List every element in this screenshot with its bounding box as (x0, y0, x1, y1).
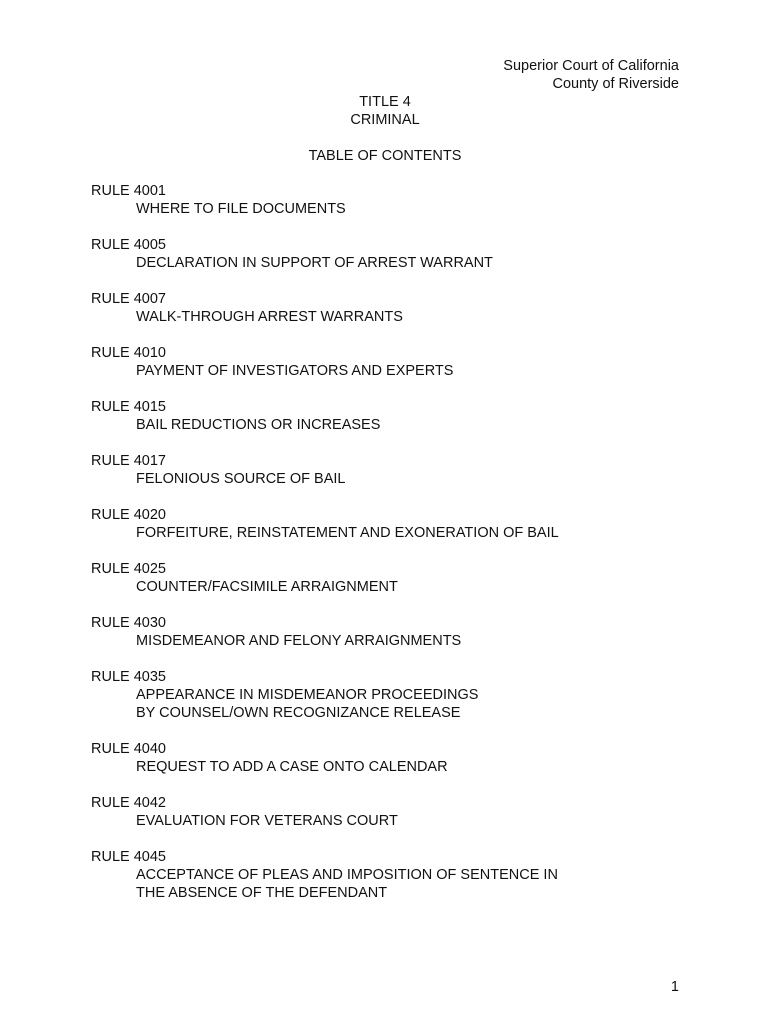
rule-number: RULE 4010 (91, 345, 166, 361)
rule-title: APPEARANCE IN MISDEMEANOR PROCEEDINGS BY COUNSEL/OWN RECOGNIZANCE RELEASE (136, 687, 479, 721)
rule-number: RULE 4020 (91, 507, 166, 523)
rule-number: RULE 4001 (91, 183, 166, 199)
title-number: TITLE 4 (359, 94, 411, 110)
rule-title: WALK-THROUGH ARREST WARRANTS (136, 309, 403, 325)
rule-number: RULE 4017 (91, 453, 166, 469)
page-number: 1 (670, 979, 679, 995)
rule-title: REQUEST TO ADD A CASE ONTO CALENDAR (136, 759, 448, 775)
court-header (503, 57, 679, 93)
rule-number: RULE 4007 (91, 291, 166, 307)
rule-title: WHERE TO FILE DOCUMENTS (136, 201, 346, 217)
rule-entry (91, 740, 711, 776)
rule-entry (91, 614, 711, 650)
rule-number: RULE 4015 (91, 399, 166, 415)
rule-number: RULE 4040 (91, 741, 166, 757)
rule-number: RULE 4030 (91, 615, 166, 631)
rule-entry (91, 290, 711, 326)
rule-title: FORFEITURE, REINSTATEMENT AND EXONERATION OF BAIL (136, 525, 559, 541)
rule-title: BAIL REDUCTIONS OR INCREASES (136, 417, 381, 433)
rule-title: COUNTER/FACSIMILE ARRAIGNMENT (136, 579, 398, 595)
rule-number: RULE 4042 (91, 795, 166, 811)
rule-entry (91, 344, 711, 380)
rule-number: RULE 4045 (91, 849, 166, 865)
county-name: County of Riverside (552, 76, 679, 92)
title-block (0, 93, 770, 165)
rule-entry (91, 848, 711, 902)
toc-heading: TABLE OF CONTENTS (308, 148, 462, 164)
rule-entry (91, 560, 711, 596)
rule-title: FELONIOUS SOURCE OF BAIL (136, 471, 346, 487)
rule-title: PAYMENT OF INVESTIGATORS AND EXPERTS (136, 363, 454, 379)
rule-entry (91, 668, 711, 722)
rule-title: DECLARATION IN SUPPORT OF ARREST WARRANT (136, 255, 493, 271)
rules-list (91, 182, 711, 920)
rule-title: EVALUATION FOR VETERANS COURT (136, 813, 398, 829)
rule-title: ACCEPTANCE OF PLEAS AND IMPOSITION OF SENTENCE IN THE ABSENCE OF THE DEFENDANT (136, 867, 558, 901)
court-name: Superior Court of California (503, 58, 679, 74)
rule-number: RULE 4005 (91, 237, 166, 253)
rule-number: RULE 4025 (91, 561, 166, 577)
rule-title: MISDEMEANOR AND FELONY ARRAIGNMENTS (136, 633, 462, 649)
rule-entry (91, 398, 711, 434)
rule-entry (91, 452, 711, 488)
rule-entry (91, 236, 711, 272)
rule-entry (91, 506, 711, 542)
title-name: CRIMINAL (350, 112, 420, 128)
rule-number: RULE 4035 (91, 669, 166, 685)
rule-entry (91, 182, 711, 218)
rule-entry (91, 794, 711, 830)
